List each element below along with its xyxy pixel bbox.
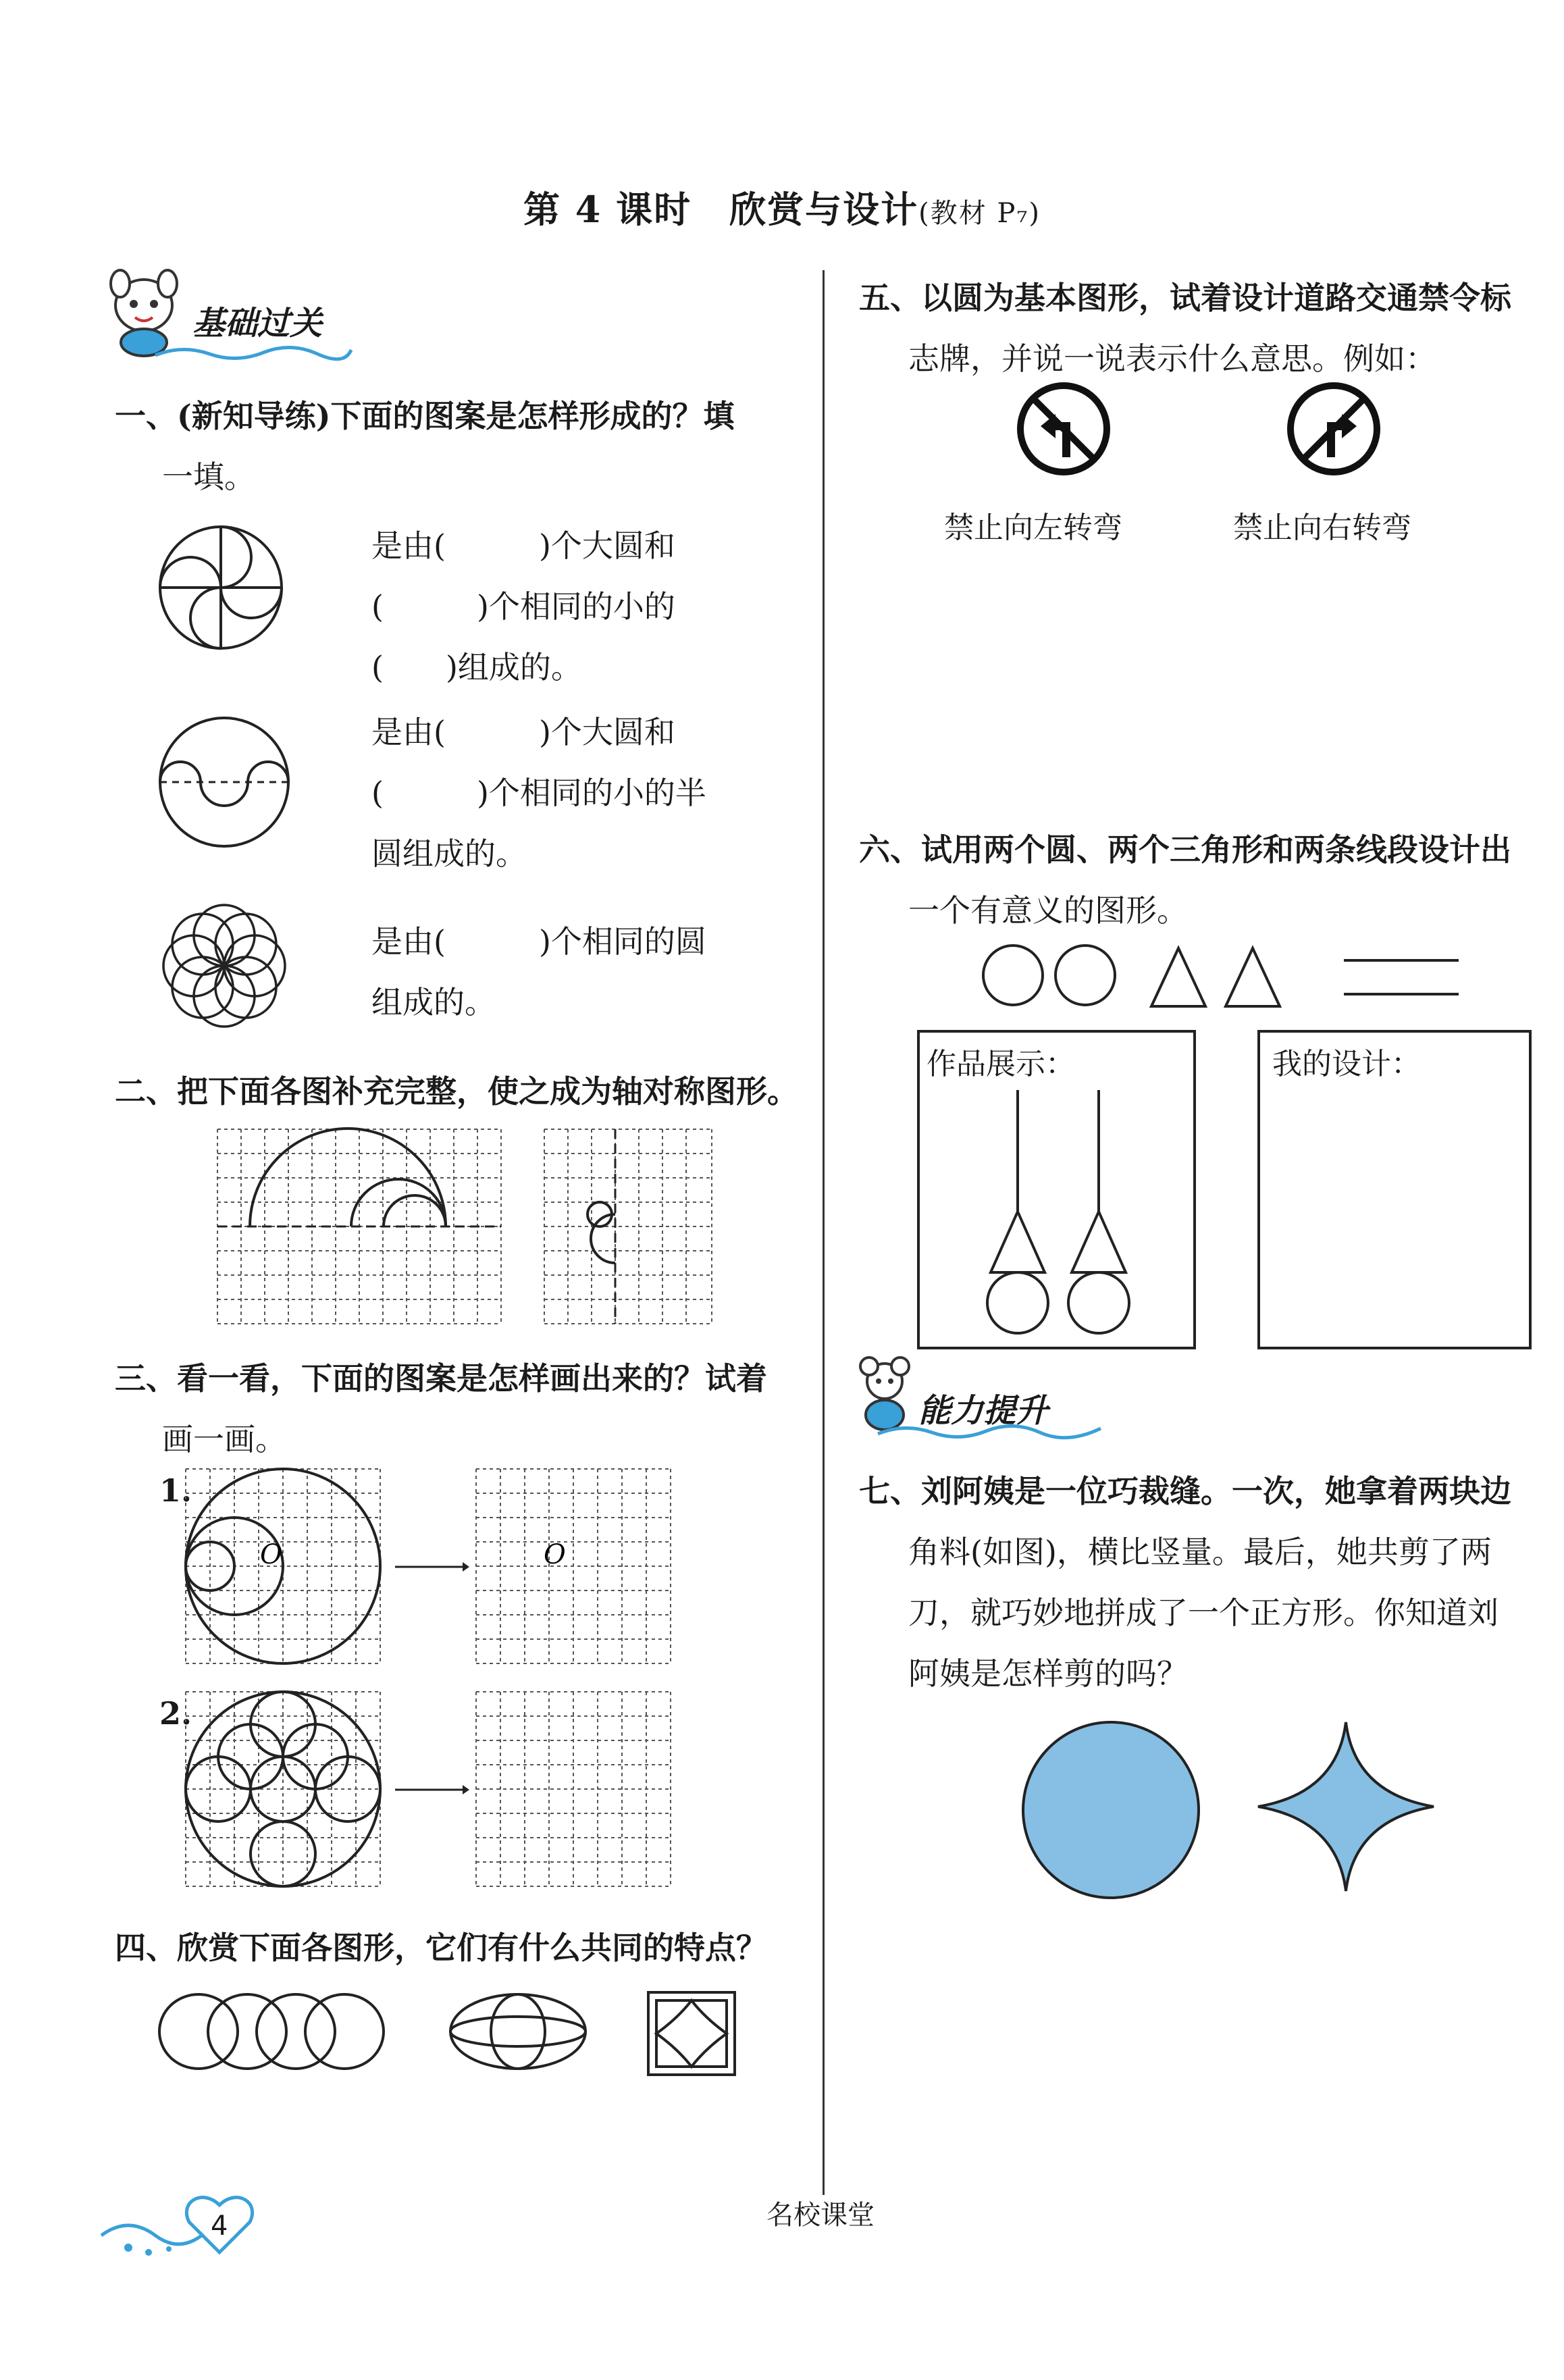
q5-head: 五、以圆为基本图形，试着设计道路交通禁令标 [859,280,1511,316]
column-divider [823,270,825,2195]
q6-head2: 一个有意义的图形。 [908,892,1188,929]
q3-grid-1-original [186,1469,382,1665]
showcase-box [917,1030,1196,1349]
my-design-box[interactable] [1257,1030,1532,1349]
q1-figure-a [157,523,285,652]
q3-label-2: 2. [159,1695,192,1732]
page-title [0,181,1564,233]
no-right-turn-sign-icon [1286,382,1381,476]
q1-a-line1: 是由( )个大圆和 [371,527,675,564]
q3-head2: 画一画。 [162,1421,286,1457]
q3-center-label-2: O [544,1539,566,1570]
page-number: 4 [211,2210,228,2242]
q3-grid-2-original [186,1692,382,1888]
no-left-turn-sign-icon [1016,382,1111,476]
my-design-label: 我的设计： [1272,1047,1421,1081]
q4-head: 四、欣赏下面各图形，它们有什么共同的特点？ [115,1930,767,1966]
q1-c-line2: 组成的。 [371,984,496,1020]
sign2-caption: 禁止向右转弯 [1233,511,1411,545]
section-basic-label: 基础过关 [192,305,323,342]
q3-grid-2-blank [476,1692,672,1888]
q7-star-piece [1255,1722,1437,1891]
q1-b-line2: ( )个相同的小的半 [371,775,706,811]
q1-a-line3: ( )组成的。 [371,649,582,685]
q1-figure-b [157,715,292,850]
q3-grid-1-blank [476,1469,672,1665]
q5-head2: 志牌，并说一说表示什么意思。例如： [908,340,1436,377]
q1-a-line2: ( )个相同的小的 [371,588,675,625]
title-text: 第 4 课时 欣赏与设计 [523,188,919,231]
sign1-caption: 禁止向左转弯 [944,511,1122,545]
q1-head: 一、(新知导练)下面的图案是怎样形成的？填 [115,398,735,434]
q7-circle-piece [1020,1719,1202,1901]
q1-b-line1: 是由( )个大圆和 [371,714,675,750]
q7-line3: 刀，就巧妙地拼成了一个正方形。你知道刘 [908,1595,1498,1631]
arrow-right-icon-2 [395,1783,469,1796]
section-advance-label: 能力提升 [918,1392,1049,1430]
q3-head: 三、看一看，下面的图案是怎样画出来的？试着 [115,1360,767,1397]
q7-line4: 阿姨是怎样剪的吗？ [908,1655,1188,1692]
q1-head2: 一填。 [162,459,255,495]
q7-line2: 角料(如图)，横比竖量。最后，她共剪了两 [908,1534,1492,1570]
q7-head: 七、刘阿姨是一位巧裁缝。一次，她拿着两块边 [859,1473,1511,1509]
showcase-figure [974,1090,1149,1340]
q1-figure-c [157,898,292,1033]
q4-figure-rings [157,1992,386,2073]
q2-grid-1 [217,1129,501,1325]
q1-c-line1: 是由( )个相同的圆 [371,923,706,960]
q4-figure-square [647,1991,737,2077]
q1-b-line3: 圆组成的。 [371,835,527,872]
q4-figure-ellipse [447,1992,589,2073]
q3-center-label: O [260,1539,282,1570]
section-underline-wave-2 [878,1422,1101,1442]
section-underline-wave [155,343,351,363]
showcase-label: 作品展示： [927,1047,1075,1081]
publisher-name: 名校课堂 [766,2200,875,2231]
q2-head: 二、把下面各图补充完整，使之成为轴对称图形。 [115,1073,798,1110]
q6-shapes [983,940,1469,1014]
q3-label-1: 1. [159,1472,192,1509]
title-ref: (教材 P₇) [918,198,1041,229]
q2-grid-2 [544,1129,713,1325]
arrow-right-icon [395,1560,469,1574]
q6-head: 六、试用两个圆、两个三角形和两条线段设计出 [859,831,1511,868]
page-number-decoration [101,2188,263,2262]
